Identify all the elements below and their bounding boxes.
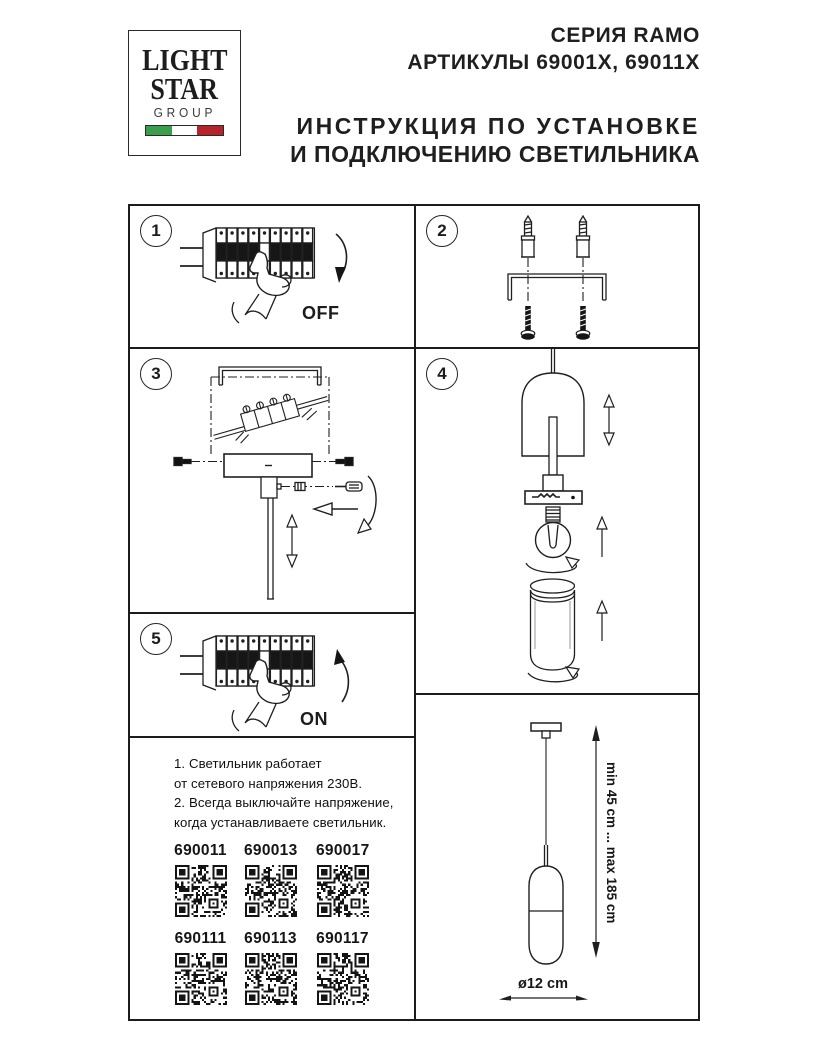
article-number: 690017	[316, 842, 370, 859]
step-2-panel	[414, 204, 700, 349]
step-number-badge: 4	[426, 358, 458, 390]
qr-code	[317, 953, 369, 1005]
logo-word-star: STAR	[150, 71, 219, 106]
qr-item	[244, 842, 297, 917]
dimensions-panel	[414, 693, 700, 1021]
note-line: когда устанавливаете светильник.	[174, 814, 387, 830]
pendant-dimensions-drawing	[416, 695, 698, 1019]
doc-title-line1: ИНСТРУКЦИЯ ПО УСТАНОВКЕ	[296, 113, 700, 139]
qr-code	[175, 865, 227, 917]
step-5-panel	[128, 612, 416, 738]
mounting-hardware-drawing	[416, 206, 698, 347]
notes-panel	[128, 736, 416, 1021]
logo-word-group: GROUP	[153, 106, 216, 120]
lamp-assembly-drawing	[416, 349, 698, 693]
step-number-badge: 3	[140, 358, 172, 390]
articles-line: АРТИКУЛЫ 69001X, 69011X	[407, 51, 700, 74]
step-number-badge: 2	[426, 215, 458, 247]
note-line: 2. Всегда выключайте напряжение,	[174, 795, 394, 811]
article-number: 690013	[244, 842, 298, 859]
step-number-badge: 5	[140, 623, 172, 655]
step-1-panel	[128, 204, 416, 349]
article-number: 690117	[316, 930, 369, 947]
qr-code	[175, 953, 227, 1005]
note-line: 1. Светильник работает	[174, 756, 322, 771]
qr-item	[316, 930, 369, 1005]
on-label: ON	[300, 709, 328, 729]
step-number-badge: 1	[140, 215, 172, 247]
note-line: от сетевого напряжения 230В.	[174, 775, 363, 791]
qr-code	[317, 865, 369, 917]
qr-item	[316, 842, 369, 917]
diameter-dimension-label: ø12 cm	[518, 976, 568, 992]
step-4-panel	[414, 347, 700, 695]
breaker-off-drawing	[130, 206, 414, 347]
breaker-on-drawing	[130, 614, 414, 736]
qr-item	[244, 930, 297, 1005]
step-3-panel	[128, 347, 416, 614]
header	[290, 22, 700, 168]
lightstar-logo	[128, 30, 241, 156]
off-label: OFF	[302, 303, 340, 323]
article-number: 690011	[174, 842, 227, 859]
qr-item	[174, 842, 227, 917]
safety-notes	[174, 754, 394, 832]
italian-flag-icon	[145, 125, 224, 136]
qr-code	[245, 953, 297, 1005]
article-number: 690113	[244, 930, 297, 947]
article-number: 690111	[174, 930, 227, 947]
qr-item	[174, 930, 227, 1005]
doc-title-line2: И ПОДКЛЮЧЕНИЮ СВЕТИЛЬНИКА	[290, 141, 700, 167]
wiring-canopy-drawing	[130, 349, 414, 612]
logo-word-light: LIGHT	[141, 42, 228, 77]
height-dimension-label: min 45 cm ... max 185 cm	[604, 761, 619, 924]
qr-code	[245, 865, 297, 917]
series-title: СЕРИЯ RAMO	[550, 24, 700, 47]
